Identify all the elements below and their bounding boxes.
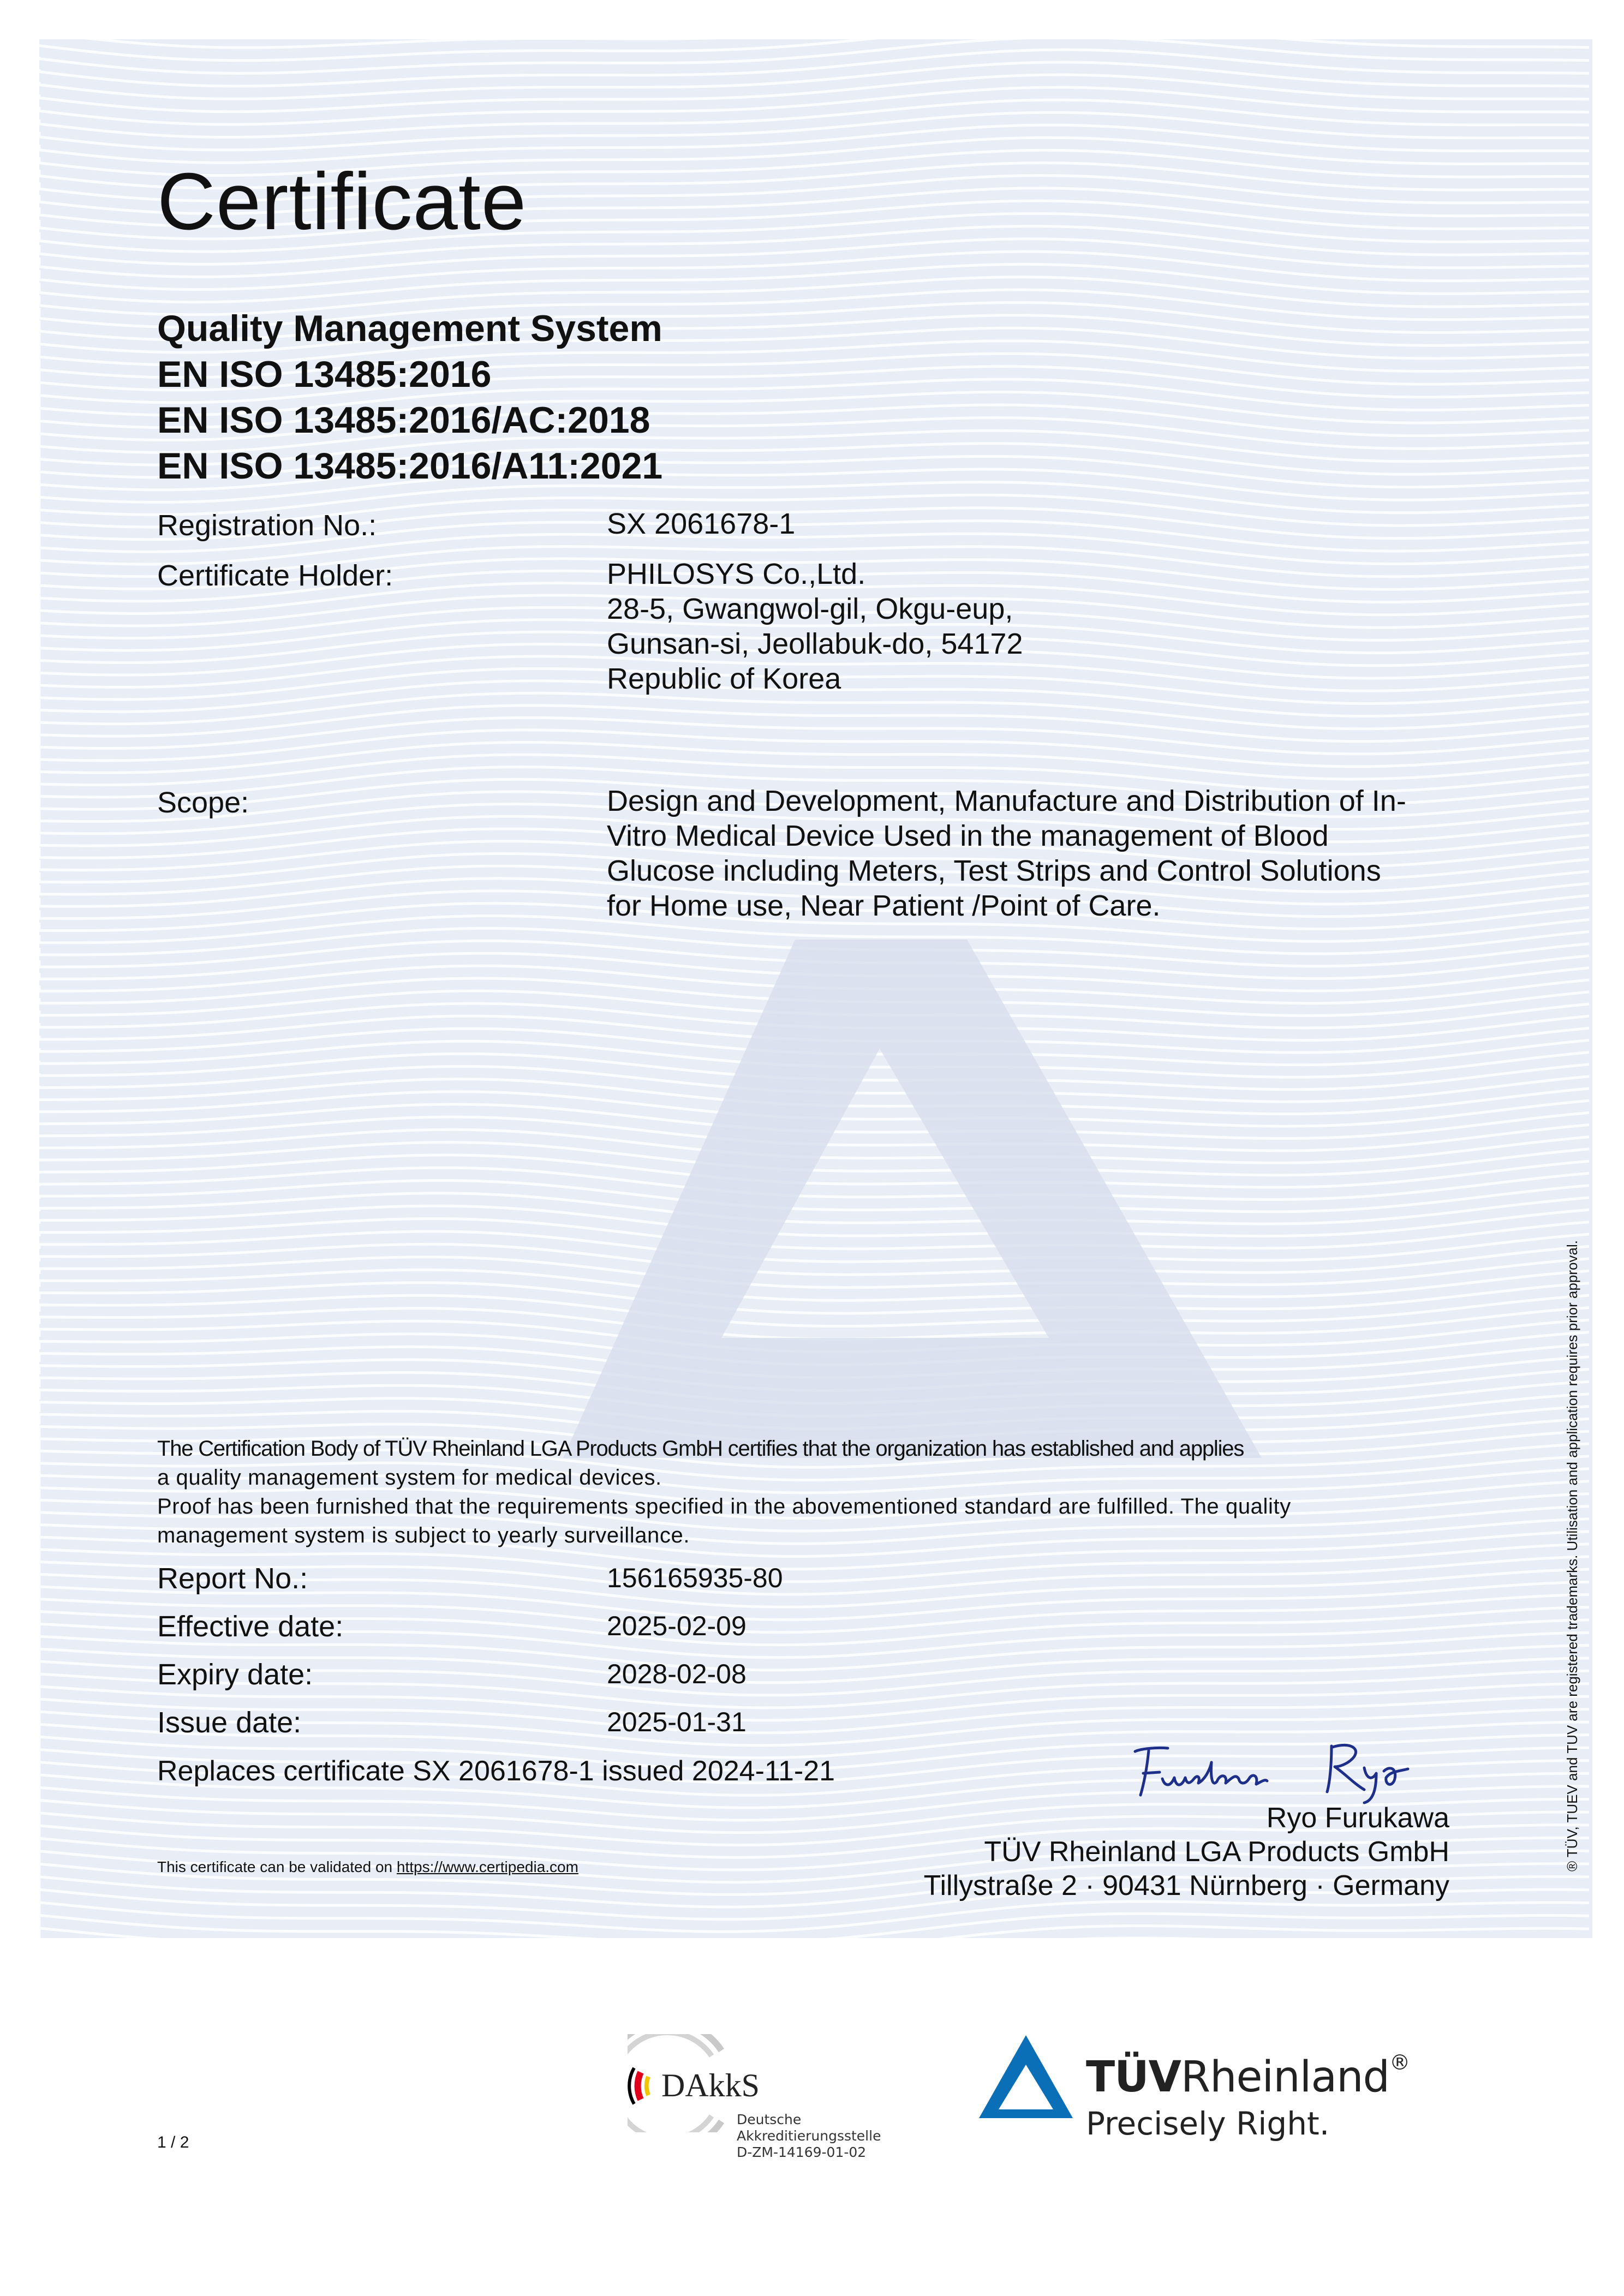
- issue-date-value: 2025-01-31: [607, 1707, 747, 1737]
- tuv-rheinland-logo: [977, 2029, 1468, 2160]
- holder-address-line: Republic of Korea: [607, 662, 841, 695]
- scope-label: Scope:: [157, 786, 249, 819]
- certificate-title: Certificate: [157, 157, 527, 247]
- expiry-date-value: 2028-02-08: [607, 1659, 747, 1689]
- wave-line: [39, 743, 1589, 780]
- scope-line: for Home use, Near Patient /Point of Care.: [607, 889, 1161, 922]
- tuv-brand-regular: Rheinland: [1180, 2053, 1390, 2102]
- issue-date-label: Issue date:: [157, 1706, 302, 1739]
- signatory-name: Ryo Furukawa: [1266, 1802, 1449, 1834]
- dakks-logo: [628, 2030, 900, 2161]
- validation-text: This certificate can be validated on: [157, 1858, 397, 1875]
- expiry-date-label: Expiry date:: [157, 1658, 313, 1691]
- page-number: 1 / 2: [157, 2133, 189, 2151]
- report-value: 156165935-80: [607, 1563, 783, 1593]
- holder-address-line: 28-5, Gwangwol-gil, Okgu-eup,: [607, 593, 1013, 625]
- certification-statement: [157, 1434, 1440, 1550]
- scope-line: Vitro Medical Device Used in the management of Blood: [607, 820, 1329, 852]
- dakks-line: Akkreditierungsstelle: [737, 2128, 881, 2144]
- replaces-certificate: Replaces certificate SX 2061678-1 issued 2024-11-21: [157, 1755, 835, 1787]
- statement-line: Proof has been furnished that the requirements specified in the abovementioned standard are fulfilled. The quality: [157, 1494, 1291, 1518]
- registration-label: Registration No.:: [157, 509, 377, 542]
- wave-line: [39, 730, 1589, 767]
- holder-address-line: Gunsan-si, Jeollabuk-do, 54172: [607, 627, 1023, 660]
- standard-line: EN ISO 13485:2016: [157, 354, 492, 395]
- standard-heading: Quality Management System: [157, 308, 662, 349]
- wave-line: [39, 705, 1589, 742]
- dakks-code: D-ZM-14169-01-02: [737, 2144, 867, 2160]
- tuv-triangle-icon: [977, 2033, 1075, 2120]
- tuv-tagline: Precisely Right.: [1086, 2105, 1330, 2142]
- validation-note: [157, 1858, 578, 1876]
- statement-line: The Certification Body of TÜV Rheinland LGA Products GmbH certifies that the organization has established and applies: [157, 1437, 1244, 1461]
- scope-line: Design and Development, Manufacture and Distribution of In-: [607, 785, 1406, 817]
- tuv-registered: ®: [1389, 2050, 1410, 2074]
- signatory-company: TÜV Rheinland LGA Products GmbH: [984, 1836, 1449, 1868]
- scope-line: Glucose including Meters, Test Strips and Control Solutions: [607, 854, 1381, 887]
- standard-line: EN ISO 13485:2016/AC:2018: [157, 399, 650, 441]
- dakks-line: Deutsche: [737, 2112, 802, 2127]
- trademark-side-note: ® TÜV, TUEV and TUV are registered trademarks. Utilisation and application requires prior approval.: [1564, 1240, 1580, 1872]
- wave-line: [39, 717, 1589, 754]
- wave-line: [39, 252, 1589, 290]
- registration-value: SX 2061678-1: [607, 507, 796, 540]
- holder-label: Certificate Holder:: [157, 559, 393, 592]
- tuv-brand-bold: TÜV: [1086, 2053, 1181, 2102]
- dakks-logo-text: DAkkS: [661, 2067, 760, 2103]
- handwritten-signature: [1124, 1735, 1462, 1806]
- wave-line: [39, 264, 1589, 302]
- report-label: Report No.:: [157, 1562, 308, 1595]
- effective-date-label: Effective date:: [157, 1610, 344, 1643]
- wave-line: [39, 693, 1589, 728]
- certipedia-link[interactable]: https://www.certipedia.com: [396, 1858, 578, 1875]
- statement-line: management system is subject to yearly surveillance.: [157, 1523, 690, 1547]
- signatory-address: Tillystraße 2 · 90431 Nürnberg · Germany: [923, 1870, 1449, 1902]
- holder-name: PHILOSYS Co.,Ltd.: [607, 558, 866, 590]
- effective-date-value: 2025-02-09: [607, 1611, 747, 1641]
- standard-line: EN ISO 13485:2016/A11:2021: [157, 445, 663, 487]
- statement-line: a quality management system for medical devices.: [157, 1466, 662, 1490]
